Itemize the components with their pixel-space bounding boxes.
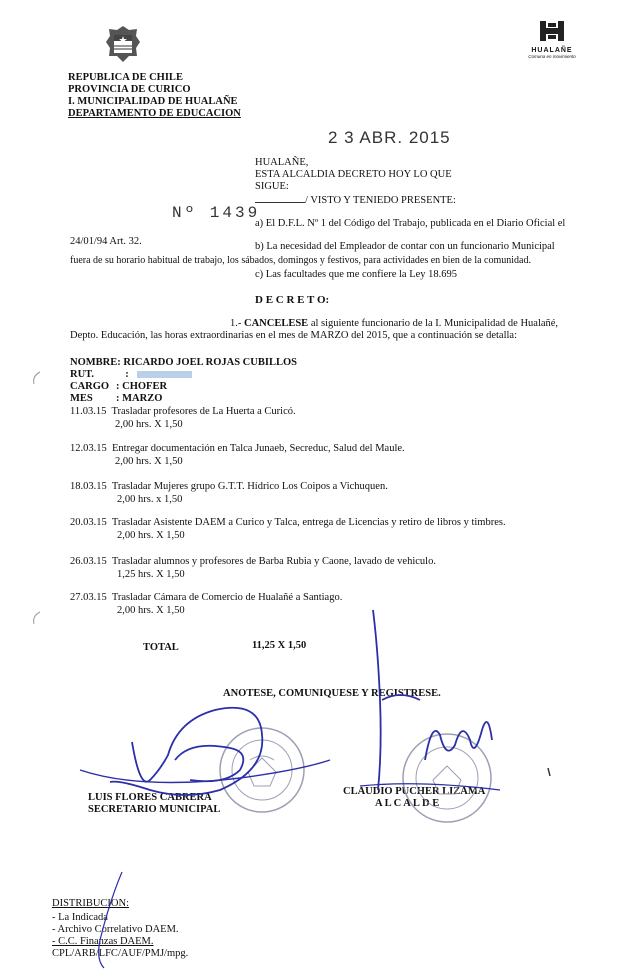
entry-5-hours: 1,25 hrs. X 1,50: [117, 569, 185, 580]
decreto-title: D E C R E T O:: [255, 294, 330, 306]
decree-number: Nº 1439: [172, 204, 261, 222]
header-line-1: REPUBLICA DE CHILE: [68, 72, 183, 83]
article-rest: al siguiente funcionario de la I. Municipalidad de Hualañé,: [308, 318, 559, 329]
entry-4-hours: 2,00 hrs. X 1,50: [117, 530, 185, 541]
rut-sep: :: [125, 369, 129, 380]
consideration-b-2: fuera de su horario habitual de trabajo, los sábados, domingos y festivos, para actividades en bien de la comunidad.: [70, 255, 531, 266]
entry-date: 26.03.15: [70, 556, 107, 567]
entry-3-hours: 2,00 hrs. x 1,50: [117, 494, 183, 505]
date-stamp: 2 3 ABR. 2015: [328, 128, 451, 147]
entry-desc: Trasladar profesores de La Huerta a Curicó.: [111, 406, 296, 417]
entry-date: 27.03.15: [70, 592, 107, 603]
right-signatory-title: A L C A L D E: [375, 798, 440, 809]
left-signatory-title: SECRETARIO MUNICIPAL: [88, 804, 221, 815]
entry-desc: Entregar documentación en Talca Junaeb, Secreduc, Salud del Maule.: [112, 443, 405, 454]
intro-visto: / VISTO Y TENIEDO PRESENTE:: [305, 195, 456, 206]
consideration-a-2: 24/01/94 Art. 32.: [70, 236, 142, 247]
entry-date: 20.03.15: [70, 517, 107, 528]
total-value: 11,25 X 1,50: [252, 640, 307, 651]
reception-mark: [99, 872, 122, 968]
consideration-c-1: c) Las facultades que me confiere la Ley 18.695: [255, 269, 458, 280]
rut-label: RUT.: [70, 369, 95, 380]
secretary-signature-flourish: [80, 760, 330, 783]
distribution-item-1: - La Indicada: [52, 912, 108, 923]
header-line-3: I. MUNICIPALIDAD DE HUALAÑE: [68, 96, 238, 107]
mes-value: : MARZO: [116, 393, 163, 404]
entry-date: 11.03.15: [70, 406, 107, 417]
distribution-initials: CPL/ARB/LFC/AUF/PMJ/mpg.: [52, 948, 189, 959]
logo-name: HUALAÑE: [531, 47, 573, 54]
intro-line-1: HUALAÑE,: [255, 157, 309, 168]
entry-desc: Trasladar Mujeres grupo G.T.T. Hídrico Los Coipos a Vichuquen.: [111, 481, 388, 492]
article-line-2: Depto. Educación, las horas extraordinarias en el mes de MARZO del 2015, que a continuación se detalla:: [70, 330, 517, 341]
entry-date: 18.03.15: [70, 481, 107, 492]
entry-2-hours: 2,00 hrs. X 1,50: [115, 456, 183, 467]
small-mark: [548, 768, 550, 776]
nombre-label: NOMBRE:: [70, 357, 121, 368]
mayor-signature-underline: [360, 784, 500, 790]
total-label: TOTAL: [143, 642, 179, 653]
mes-label: MES: [70, 393, 93, 404]
mayor-stamp: [403, 734, 491, 822]
punch-hole-mark: [34, 612, 40, 624]
consideration-a-1: a) El D.F.L. Nº 1 del Código del Trabajo, publicada en el Diario Oficial el: [255, 218, 566, 229]
cargo-label: CARGO: [70, 381, 110, 392]
nombre-value: RICARDO JOEL ROJAS CUBILLOS: [123, 357, 297, 368]
intro-sigue: SIGUE:: [255, 181, 289, 192]
entry-1-hours: 2,00 hrs. X 1,50: [115, 419, 183, 430]
left-signatory-name: LUIS FLORES CABRERA: [88, 792, 212, 803]
consideration-b-1: b) La necesidad del Empleador de contar con un funcionario Municipal: [255, 241, 555, 252]
intro-line-2: ESTA ALCALDIA DECRETO HOY LO QUE: [255, 169, 452, 180]
entry-date: 12.03.15: [70, 443, 107, 454]
distribution-item-3: - C.C. Finanzas DAEM.: [52, 936, 154, 947]
cargo-value: : CHOFER: [116, 381, 168, 392]
logo-tagline: Comuna en movimiento: [528, 54, 576, 59]
entry-desc: Trasladar Cámara de Comercio de Hualañé a Santiago.: [111, 592, 343, 603]
header-line-2: PROVINCIA DE CURICO: [68, 84, 191, 95]
article-keyword: CANCELESE: [244, 318, 309, 329]
right-signatory-name: CLAUDIO PUCHER LIZAMA: [343, 786, 486, 797]
punch-hole-mark: [34, 372, 40, 384]
article-prefix: 1.-: [230, 318, 244, 329]
header-line-4: DEPARTAMENTO DE EDUCACION: [68, 108, 241, 119]
entry-6-hours: 2,00 hrs. X 1,50: [117, 605, 185, 616]
distribution-item-2: - Archivo Correlativo DAEM.: [52, 924, 179, 935]
distribution-title: DISTRIBUCION:: [52, 898, 130, 909]
entry-desc: Trasladar Asistente DAEM a Curico y Talca, entrega de Licencias y retiro de libros y timbres.: [111, 517, 506, 528]
entry-desc: Trasladar alumnos y profesores de Barba Rubia y Caone, lavado de vehiculo.: [111, 556, 436, 567]
closing-text: ANOTESE, COMUNIQUESE Y REGISTRESE.: [223, 688, 441, 699]
